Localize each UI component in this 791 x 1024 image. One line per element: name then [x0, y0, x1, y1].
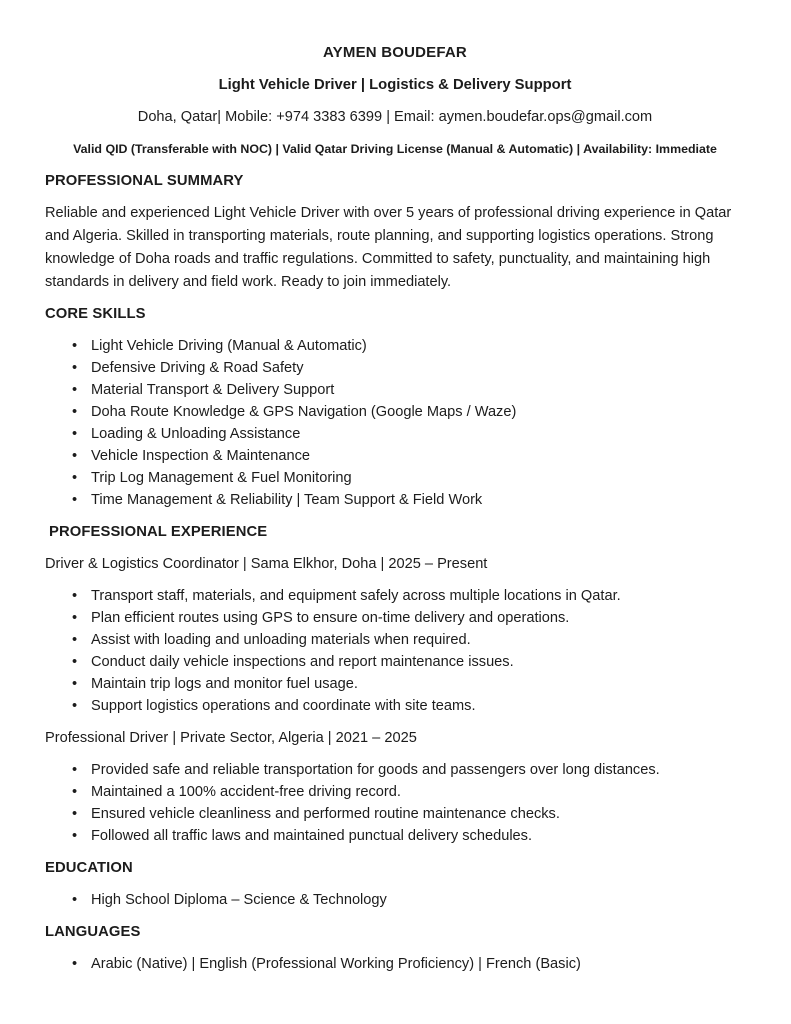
professional-summary-text: Reliable and experienced Light Vehicle Driver with over 5 years of professional driving experience in Qatar and Algeria. Skilled in transporting materials, route planning, and supporting logistics operations. Strong knowledge of Doha roads and traffic regulations. Committed to safety, punctuality, and maintaining high standards in delivery and field work. Ready to join immediately. [45, 205, 732, 290]
core-skill-item: • Time Management & Reliability | Team Support & Field Work [72, 489, 745, 511]
education-list [45, 889, 745, 911]
core-skill-item: • Material Transport & Delivery Support [72, 379, 745, 401]
section-heading-professional-summary: PROFESSIONAL SUMMARY [45, 173, 244, 189]
job-bullet: • Conduct daily vehicle inspections and report maintenance issues. [72, 651, 745, 673]
job-bullet: • Followed all traffic laws and maintained punctual delivery schedules. [72, 825, 745, 847]
job-bullet: • Assist with loading and unloading materials when required. [72, 629, 745, 651]
core-skill-item: • Trip Log Management & Fuel Monitoring [72, 467, 745, 489]
job-title-line: Driver & Logistics Coordinator | Sama Elkhor, Doha | 2025 – Present [45, 556, 488, 572]
section-heading-languages: LANGUAGES [45, 924, 141, 940]
core-skill-item: • Vehicle Inspection & Maintenance [72, 445, 745, 467]
credentials-line: Valid QID (Transferable with NOC) | Valid Qatar Driving License (Manual & Automatic) | Availability: Immediate [73, 142, 717, 156]
education-item: • High School Diploma – Science & Technology [72, 889, 745, 911]
core-skill-item: • Doha Route Knowledge & GPS Navigation (Google Maps / Waze) [72, 401, 745, 423]
candidate-title: Light Vehicle Driver | Logistics & Delivery Support [218, 77, 572, 93]
language-item: • Arabic (Native) | English (Professional Working Proficiency) | French (Basic) [72, 953, 745, 975]
job-bullet-list [45, 759, 745, 847]
job-bullet: • Provided safe and reliable transportation for goods and passengers over long distances. [72, 759, 745, 781]
job-bullet: • Transport staff, materials, and equipment safely across multiple locations in Qatar. [72, 585, 745, 607]
core-skill-item: • Light Vehicle Driving (Manual & Automatic) [72, 335, 745, 357]
job-bullet: • Maintained a 100% accident-free driving record. [72, 781, 745, 803]
core-skills-list [45, 335, 745, 511]
job-title-line: Professional Driver | Private Sector, Algeria | 2021 – 2025 [45, 730, 417, 746]
section-heading-education: EDUCATION [45, 860, 133, 876]
job-bullet: • Plan efficient routes using GPS to ensure on-time delivery and operations. [72, 607, 745, 629]
contact-line: Doha, Qatar| Mobile: +974 3383 6399 | Email: aymen.boudefar.ops@gmail.com [137, 109, 653, 125]
job-bullet-list [45, 585, 745, 717]
core-skill-item: • Loading & Unloading Assistance [72, 423, 745, 445]
section-heading-core-skills: CORE SKILLS [45, 306, 146, 322]
core-skill-item: • Defensive Driving & Road Safety [72, 357, 745, 379]
section-heading-professional-experience: PROFESSIONAL EXPERIENCE [49, 524, 268, 540]
languages-list [45, 953, 745, 975]
candidate-name: AYMEN BOUDEFAR [323, 44, 467, 61]
job-bullet: • Maintain trip logs and monitor fuel usage. [72, 673, 745, 695]
job-bullet: • Support logistics operations and coordinate with site teams. [72, 695, 745, 717]
job-bullet: • Ensured vehicle cleanliness and performed routine maintenance checks. [72, 803, 745, 825]
